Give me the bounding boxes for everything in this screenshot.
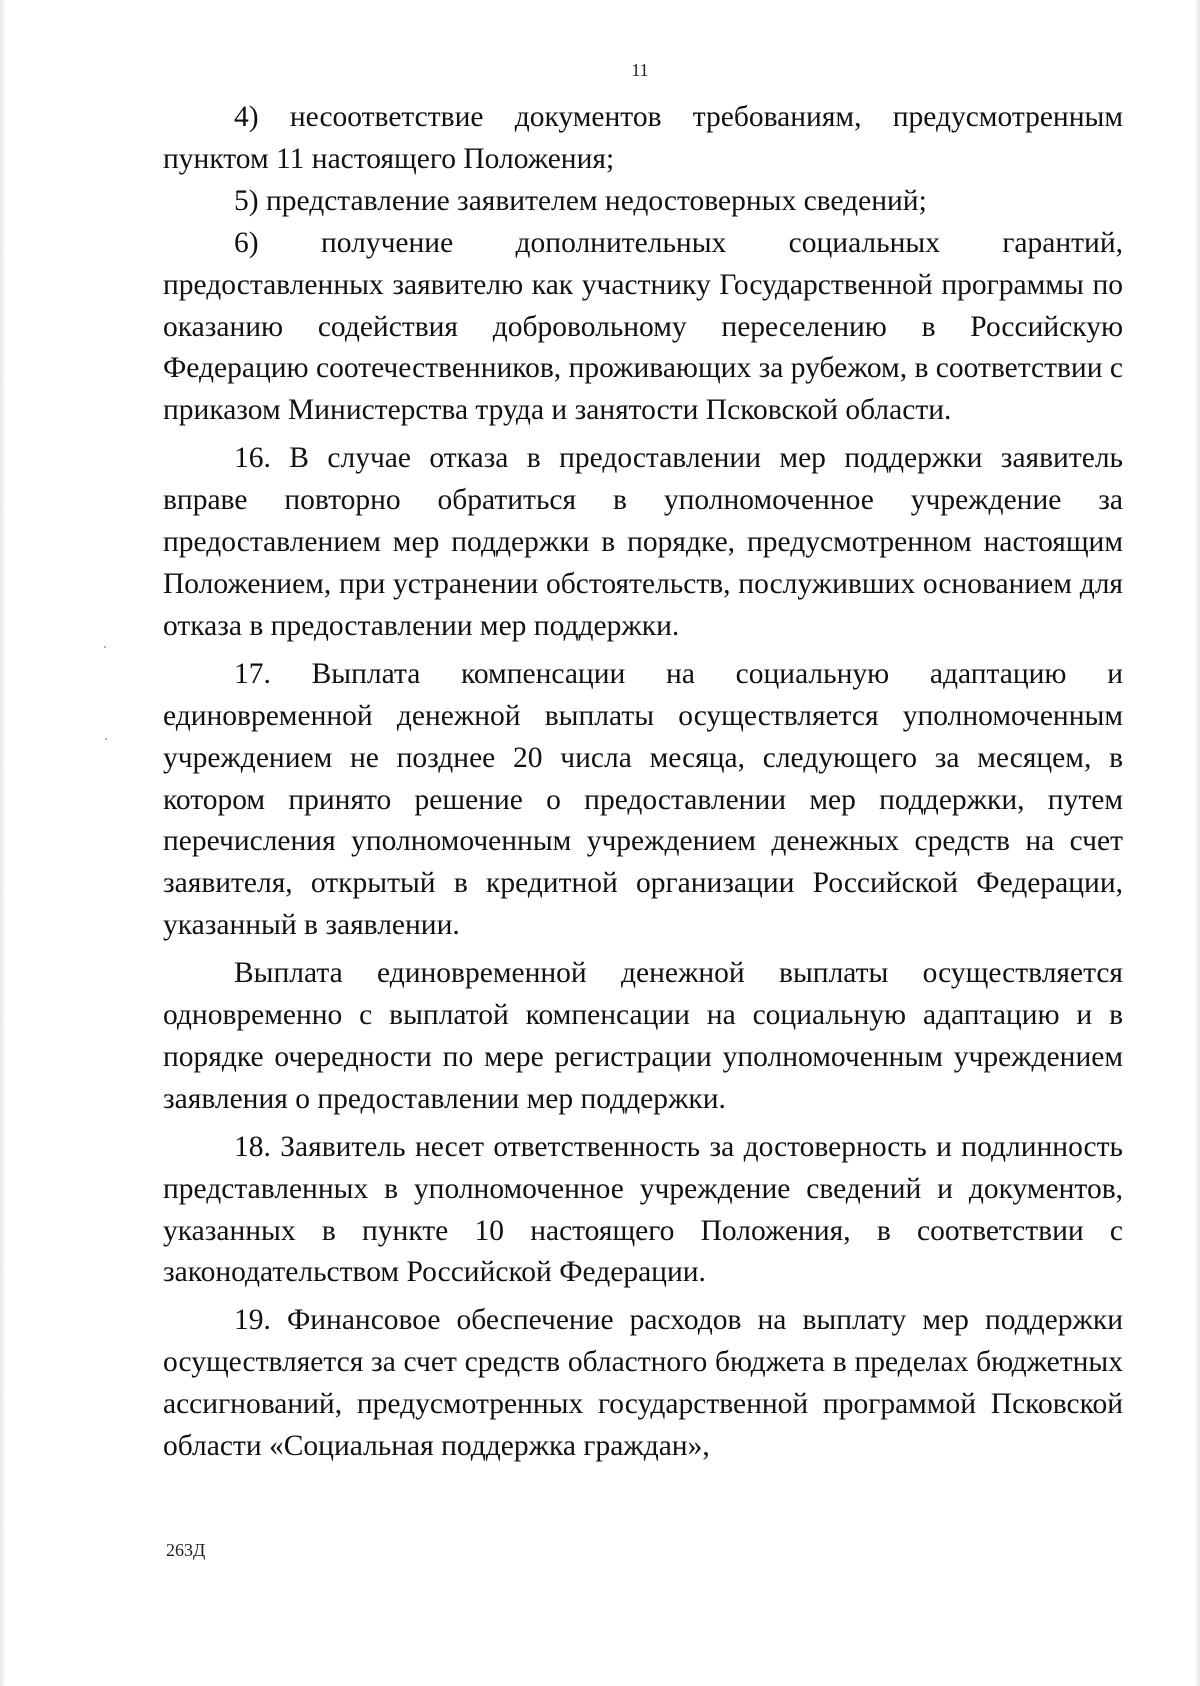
scan-speck [105, 738, 107, 740]
paragraph-17: 17. Выплата компенсации на социальную адаптацию и единовременной денежной выплаты осуществляется уполномоченным учреждением не позднее 20 числа месяца, следующего за месяцем, в котором принято решение о предоставлении мер поддержки, путем перечисления уполномоченным учреждением денежных средств на счет заявителя, открытый в кредитной организации Российской Федерации, указанный в заявлении. [163, 657, 1123, 942]
scan-edge-right [1195, 0, 1200, 1686]
paragraph-16: 16. В случае отказа в предоставлении мер поддержки заявитель вправе повторно обратиться в уполномоченное учреждение за предоставлением мер поддержки в порядке, предусмотренном настоящим Положением, при устранении обстоятельств, послуживших основанием для отказа в предоставлении мер поддержки. [163, 442, 1123, 642]
paragraph-18: 18. Заявитель несет ответственность за достоверность и подлинность представленных в уполномоченное учреждение сведений и документов, указанных в пункте 10 настоящего Положения, в соответствии с законодательством Российской Федерации. [163, 1130, 1123, 1289]
paragraph-19: 19. Финансовое обеспечение расходов на выплату мер поддержки осуществляется за счет средств областного бюджета в пределах бюджетных ассигнований, предусмотренных государственной программой Псковской области «Социальная поддержка граждан», [163, 1304, 1123, 1463]
document-body [163, 97, 1123, 1468]
paragraph-17-continuation: Выплата единовременной денежной выплаты осуществляется одновременно с выплатой компенсации на социальную адаптацию и в порядке очередности по мере регистрации уполномоченным учреждением заявления о предоставлении мер поддержки. [163, 957, 1123, 1115]
document-code: 263Д [166, 1540, 206, 1560]
paragraph-item-5: 5) представление заявителем недостоверных сведений; [234, 184, 927, 217]
page-number: 11 [631, 60, 649, 80]
scan-edge-left [0, 0, 5, 1686]
scan-speck [104, 646, 106, 648]
paragraph-item-4: 4) несоответствие документов требованиям, предусмотренным пунктом 11 настоящего Положения; [163, 101, 1123, 175]
paragraph-item-6: 6) получение дополнительных социальных гарантий, предоставленных заявителю как участнику Государственной программы по оказанию содействия добровольному переселению в Российскую Федерацию соотечественников, проживающих за рубежом, в соответствии с приказом Министерства труда и занятости Псковской области. [163, 226, 1123, 427]
